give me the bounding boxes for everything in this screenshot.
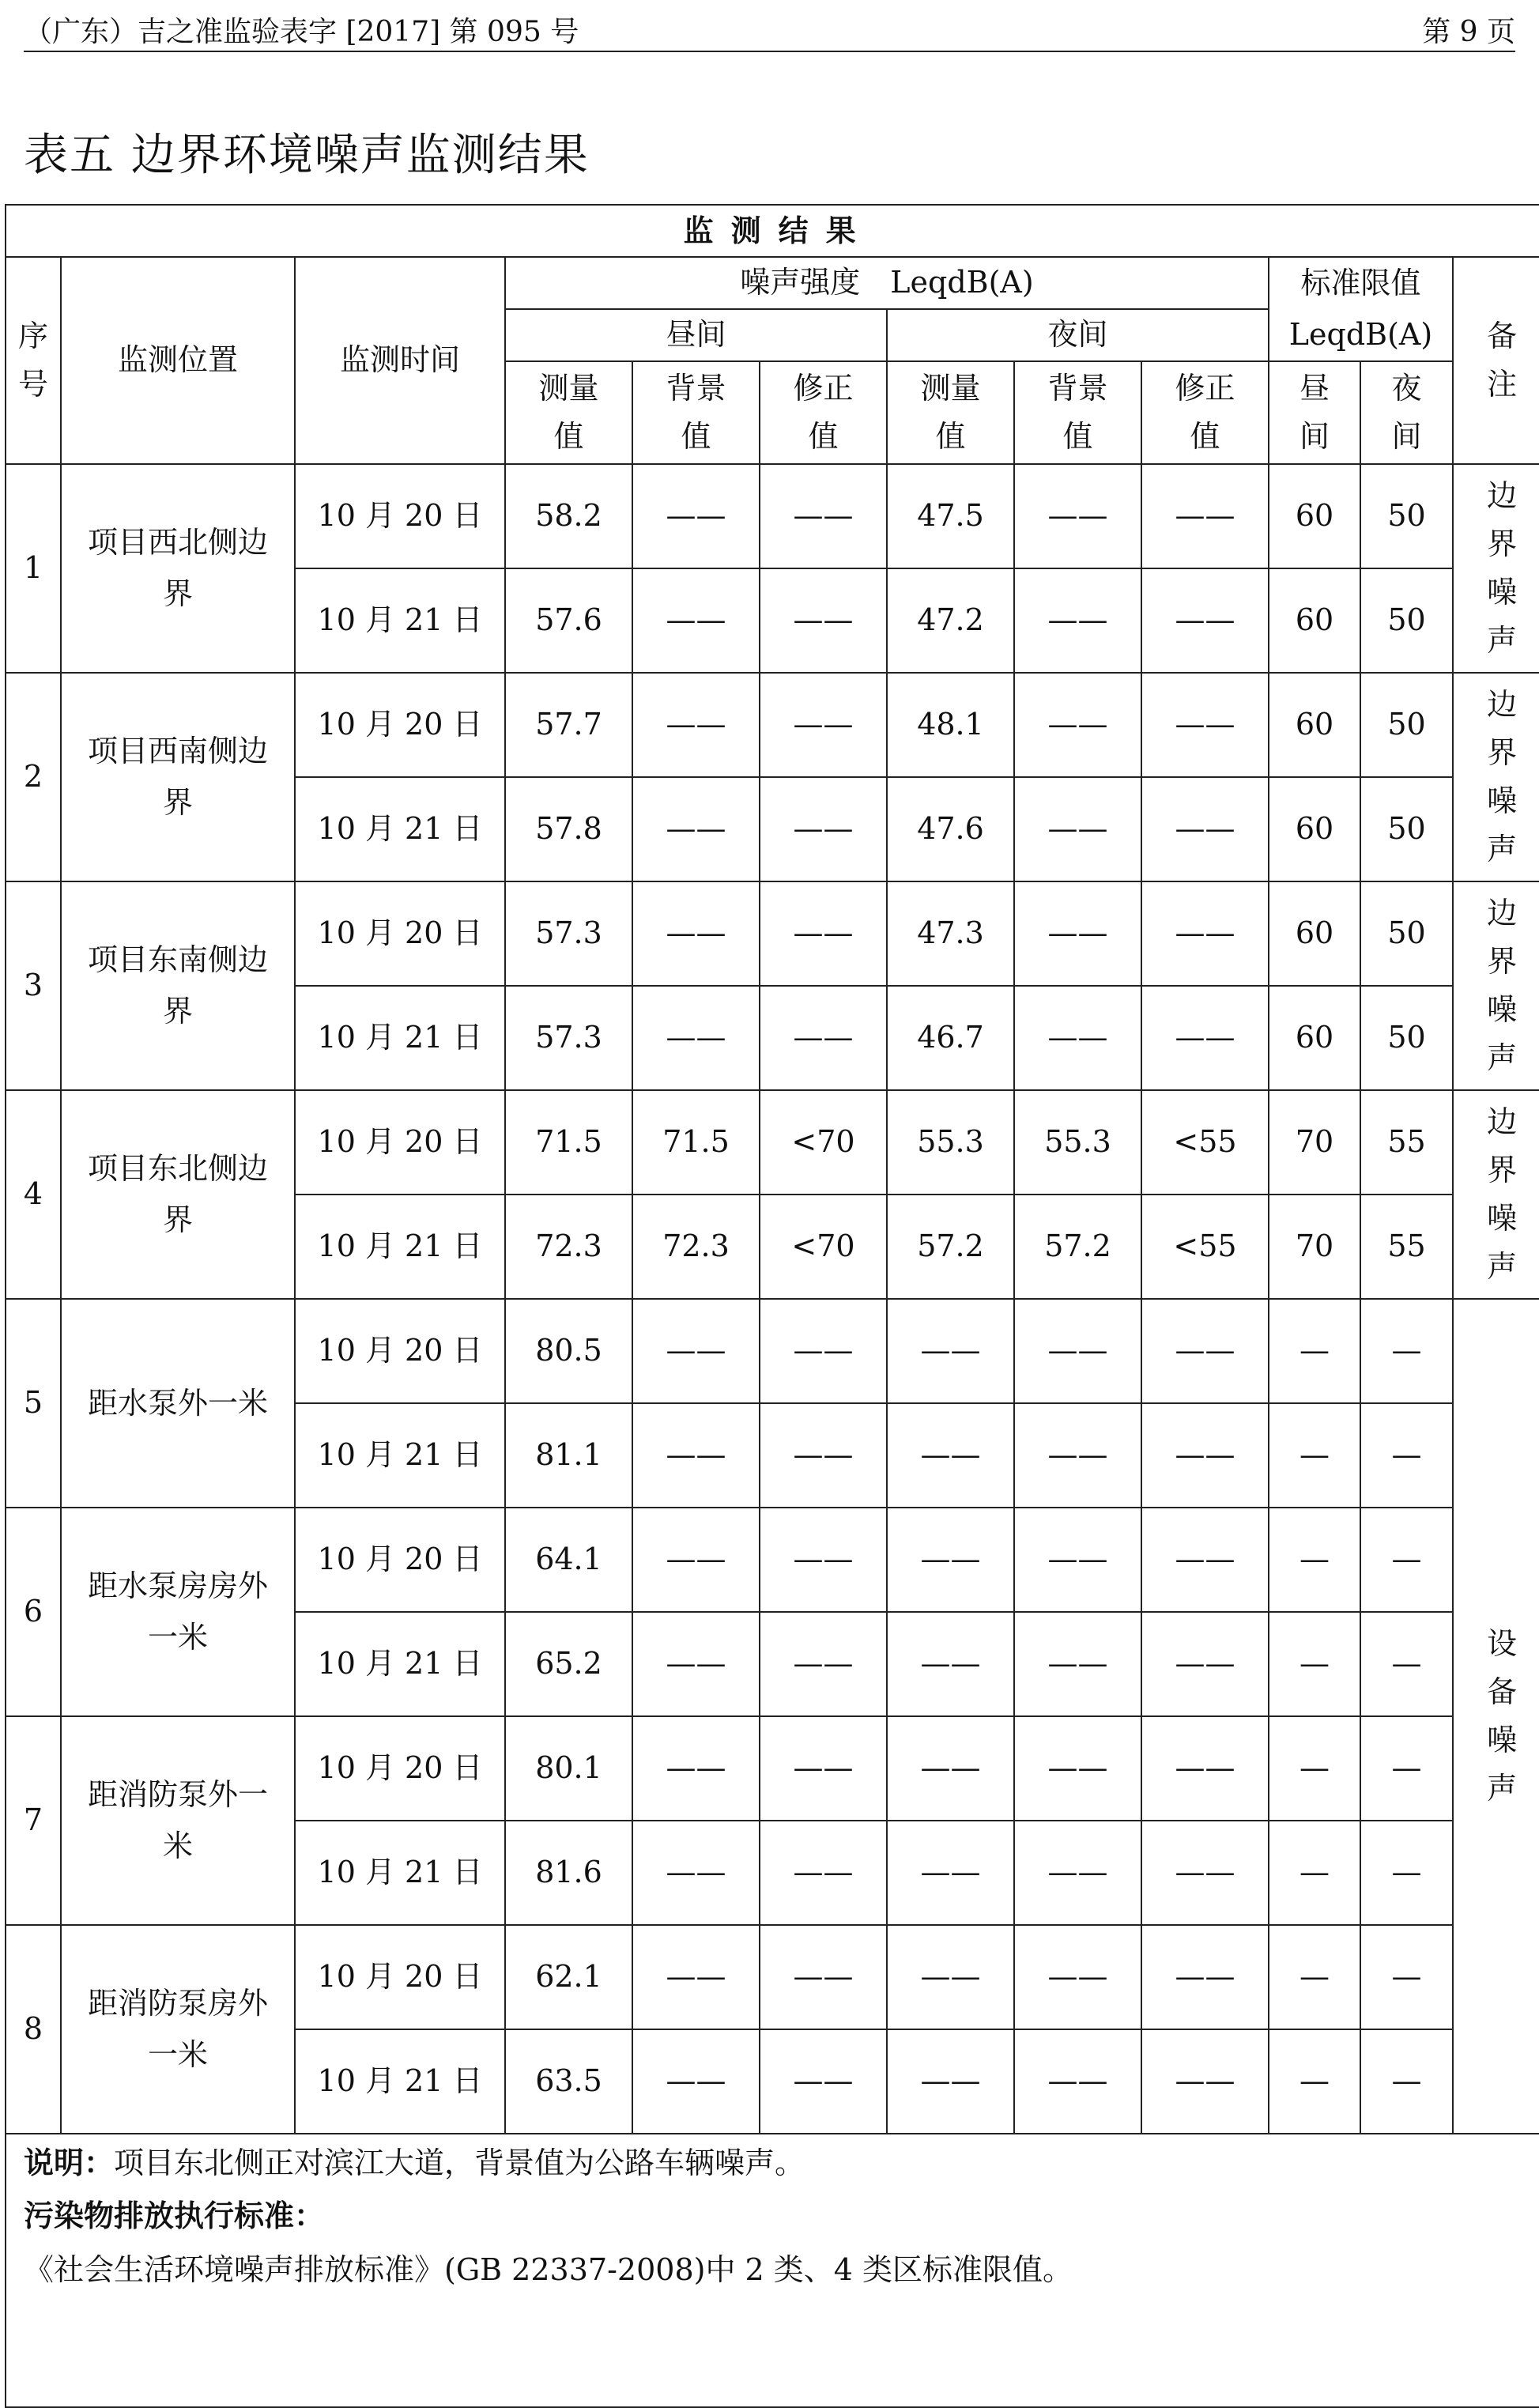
date-cell: 10 月 21 日 — [295, 1821, 505, 1925]
location-cell: 项目东南侧边界 — [61, 881, 295, 1090]
std-day-cell: 70 — [1269, 1195, 1360, 1299]
note-label-explanation: 说明： — [24, 2146, 115, 2180]
header-night-corrected: 修正值 — [1141, 361, 1269, 464]
note-explanation — [24, 2144, 1533, 2183]
table-row — [6, 1716, 1539, 1821]
night-corrected-cell: —— — [1141, 464, 1269, 568]
day-corrected-cell: —— — [760, 1821, 887, 1925]
day-measured-cell: 81.6 — [505, 1821, 632, 1925]
std-day-cell: 60 — [1269, 881, 1360, 986]
day-corrected-cell: —— — [760, 881, 887, 986]
night-background-cell: —— — [1014, 1821, 1141, 1925]
night-corrected-cell: —— — [1141, 1508, 1269, 1612]
night-background-cell: —— — [1014, 1403, 1141, 1508]
day-corrected-cell: <70 — [760, 1195, 887, 1299]
std-night-cell: 50 — [1360, 673, 1453, 777]
remark-cell: 边界噪声 — [1453, 464, 1539, 673]
day-corrected-cell: —— — [760, 2029, 887, 2134]
std-day-cell: 60 — [1269, 986, 1360, 1090]
day-corrected-cell: —— — [760, 1508, 887, 1612]
std-day-cell: — — [1269, 1821, 1360, 1925]
std-night-cell: 50 — [1360, 777, 1453, 881]
day-corrected-cell: —— — [760, 1299, 887, 1403]
header-std-night: 夜间 — [1360, 361, 1453, 464]
std-night-cell: 55 — [1360, 1090, 1453, 1195]
night-measured-cell: —— — [887, 1508, 1014, 1612]
day-measured-cell: 64.1 — [505, 1508, 632, 1612]
std-day-cell: 60 — [1269, 568, 1360, 673]
location-cell: 距水泵外一米 — [61, 1299, 295, 1508]
night-background-cell: —— — [1014, 1612, 1141, 1716]
night-measured-cell: 47.2 — [887, 568, 1014, 673]
std-night-cell: — — [1360, 1403, 1453, 1508]
note-label-standard: 污染物排放执行标准： — [24, 2199, 325, 2234]
header-intensity: 噪声强度 LeqdB(A) — [505, 257, 1269, 309]
std-day-cell: — — [1269, 1716, 1360, 1821]
location-cell: 距消防泵房外一米 — [61, 1925, 295, 2134]
night-measured-cell: 47.6 — [887, 777, 1014, 881]
std-day-cell: — — [1269, 1299, 1360, 1403]
night-corrected-cell: —— — [1141, 1716, 1269, 1821]
table-row — [6, 673, 1539, 777]
night-measured-cell: —— — [887, 1821, 1014, 1925]
day-measured-cell: 57.3 — [505, 986, 632, 1090]
day-measured-cell: 62.1 — [505, 1925, 632, 2029]
table-row — [6, 464, 1539, 568]
day-background-cell: —— — [632, 1403, 760, 1508]
std-night-cell: — — [1360, 1925, 1453, 2029]
seq-cell: 8 — [6, 1925, 61, 2134]
day-measured-cell: 57.8 — [505, 777, 632, 881]
date-cell: 10 月 20 日 — [295, 1508, 505, 1612]
night-measured-cell: —— — [887, 1403, 1014, 1508]
night-background-cell: —— — [1014, 1299, 1141, 1403]
noise-results-table — [5, 204, 1539, 2408]
night-background-cell: —— — [1014, 2029, 1141, 2134]
day-corrected-cell: —— — [760, 464, 887, 568]
day-background-cell: —— — [632, 568, 760, 673]
night-background-cell: —— — [1014, 673, 1141, 777]
std-night-cell: — — [1360, 1716, 1453, 1821]
page-title: 表五 边界环境噪声监测结果 — [24, 130, 590, 181]
seq-cell: 1 — [6, 464, 61, 673]
night-background-cell: 55.3 — [1014, 1090, 1141, 1195]
header-night-measured: 测量值 — [887, 361, 1014, 464]
day-measured-cell: 80.5 — [505, 1299, 632, 1403]
night-measured-cell: —— — [887, 1299, 1014, 1403]
std-night-cell: 55 — [1360, 1195, 1453, 1299]
night-measured-cell: 55.3 — [887, 1090, 1014, 1195]
day-background-cell: —— — [632, 1508, 760, 1612]
night-measured-cell: —— — [887, 1716, 1014, 1821]
night-measured-cell: —— — [887, 1925, 1014, 2029]
header-time: 监测时间 — [295, 257, 505, 464]
location-cell: 距水泵房房外一米 — [61, 1508, 295, 1716]
day-background-cell: —— — [632, 1821, 760, 1925]
header-seq: 序号 — [6, 257, 61, 464]
date-cell: 10 月 20 日 — [295, 1090, 505, 1195]
date-cell: 10 月 20 日 — [295, 464, 505, 568]
night-corrected-cell: —— — [1141, 2029, 1269, 2134]
day-corrected-cell: —— — [760, 1612, 887, 1716]
date-cell: 10 月 21 日 — [295, 986, 505, 1090]
header-night-background: 背景值 — [1014, 361, 1141, 464]
header-standard: 标准限值 LeqdB(A) — [1269, 257, 1453, 361]
night-measured-cell: —— — [887, 1612, 1014, 1716]
day-background-cell: 72.3 — [632, 1195, 760, 1299]
remark-cell: 边界噪声 — [1453, 673, 1539, 881]
night-corrected-cell: —— — [1141, 881, 1269, 986]
night-corrected-cell: <55 — [1141, 1090, 1269, 1195]
seq-cell: 7 — [6, 1716, 61, 1925]
night-corrected-cell: —— — [1141, 986, 1269, 1090]
date-cell: 10 月 21 日 — [295, 2029, 505, 2134]
table-row — [6, 1090, 1539, 1195]
std-day-cell: — — [1269, 2029, 1360, 2134]
night-measured-cell: 48.1 — [887, 673, 1014, 777]
seq-cell: 5 — [6, 1299, 61, 1508]
day-measured-cell: 57.6 — [505, 568, 632, 673]
day-measured-cell: 65.2 — [505, 1612, 632, 1716]
std-day-cell: — — [1269, 1612, 1360, 1716]
day-background-cell: —— — [632, 1612, 760, 1716]
header-remark: 备注 — [1453, 257, 1539, 464]
seq-cell: 6 — [6, 1508, 61, 1716]
night-corrected-cell: —— — [1141, 777, 1269, 881]
night-background-cell: —— — [1014, 986, 1141, 1090]
night-corrected-cell: —— — [1141, 1299, 1269, 1403]
date-cell: 10 月 20 日 — [295, 1299, 505, 1403]
day-background-cell: —— — [632, 2029, 760, 2134]
std-day-cell: — — [1269, 1508, 1360, 1612]
day-corrected-cell: <70 — [760, 1090, 887, 1195]
day-background-cell: —— — [632, 673, 760, 777]
date-cell: 10 月 21 日 — [295, 568, 505, 673]
day-corrected-cell: —— — [760, 986, 887, 1090]
day-background-cell: —— — [632, 777, 760, 881]
night-background-cell: —— — [1014, 1716, 1141, 1821]
night-corrected-cell: —— — [1141, 1612, 1269, 1716]
night-measured-cell: 47.5 — [887, 464, 1014, 568]
seq-cell: 2 — [6, 673, 61, 881]
std-night-cell: — — [1360, 2029, 1453, 2134]
date-cell: 10 月 21 日 — [295, 1195, 505, 1299]
night-corrected-cell: —— — [1141, 1403, 1269, 1508]
section-title: 监测结果 — [6, 205, 1539, 257]
date-cell: 10 月 20 日 — [295, 1925, 505, 2029]
day-corrected-cell: —— — [760, 1716, 887, 1821]
table-row — [6, 1299, 1539, 1403]
std-night-cell: — — [1360, 1299, 1453, 1403]
note-text-standard: 《社会生活环境噪声排放标准》(GB 22337-2008)中 2 类、4 类区标准限值。 — [24, 2251, 1073, 2287]
day-measured-cell: 63.5 — [505, 2029, 632, 2134]
std-day-cell: 60 — [1269, 673, 1360, 777]
day-background-cell: —— — [632, 464, 760, 568]
table-row — [6, 1508, 1539, 1612]
std-night-cell: 50 — [1360, 464, 1453, 568]
night-background-cell: —— — [1014, 881, 1141, 986]
location-cell: 项目西北侧边界 — [61, 464, 295, 673]
date-cell: 10 月 21 日 — [295, 777, 505, 881]
night-corrected-cell: —— — [1141, 1821, 1269, 1925]
notes-cell — [6, 2134, 1539, 2407]
header-std-day: 昼间 — [1269, 361, 1360, 464]
location-cell: 项目西南侧边界 — [61, 673, 295, 881]
night-background-cell: —— — [1014, 1925, 1141, 2029]
std-day-cell: — — [1269, 1925, 1360, 2029]
remark-equipment-cell: 设备噪声 — [1453, 1299, 1539, 2134]
night-corrected-cell: <55 — [1141, 1195, 1269, 1299]
night-corrected-cell: —— — [1141, 673, 1269, 777]
std-day-cell: 70 — [1269, 1090, 1360, 1195]
table-row — [6, 1925, 1539, 2029]
date-cell: 10 月 20 日 — [295, 673, 505, 777]
day-corrected-cell: —— — [760, 673, 887, 777]
date-cell: 10 月 21 日 — [295, 1403, 505, 1508]
night-measured-cell: —— — [887, 2029, 1014, 2134]
header-day-measured: 测量值 — [505, 361, 632, 464]
header-day: 昼间 — [505, 309, 887, 361]
remark-cell: 边界噪声 — [1453, 1090, 1539, 1299]
table-row — [6, 881, 1539, 986]
night-background-cell: —— — [1014, 464, 1141, 568]
header-night: 夜间 — [887, 309, 1269, 361]
std-day-cell: — — [1269, 1403, 1360, 1508]
header-day-corrected: 修正值 — [760, 361, 887, 464]
std-night-cell: 50 — [1360, 881, 1453, 986]
day-corrected-cell: —— — [760, 1403, 887, 1508]
std-night-cell: — — [1360, 1821, 1453, 1925]
day-background-cell: —— — [632, 1299, 760, 1403]
remark-cell: 边界噪声 — [1453, 881, 1539, 1090]
date-cell: 10 月 20 日 — [295, 1716, 505, 1821]
night-background-cell: —— — [1014, 568, 1141, 673]
night-measured-cell: 47.3 — [887, 881, 1014, 986]
night-background-cell: 57.2 — [1014, 1195, 1141, 1299]
night-corrected-cell: —— — [1141, 568, 1269, 673]
day-corrected-cell: —— — [760, 1925, 887, 2029]
day-background-cell: —— — [632, 881, 760, 986]
page-header — [24, 8, 1515, 52]
day-measured-cell: 80.1 — [505, 1716, 632, 1821]
seq-cell: 3 — [6, 881, 61, 1090]
day-measured-cell: 72.3 — [505, 1195, 632, 1299]
date-cell: 10 月 21 日 — [295, 1612, 505, 1716]
seq-cell: 4 — [6, 1090, 61, 1299]
day-measured-cell: 71.5 — [505, 1090, 632, 1195]
std-day-cell: 60 — [1269, 777, 1360, 881]
night-background-cell: —— — [1014, 1508, 1141, 1612]
day-measured-cell: 81.1 — [505, 1403, 632, 1508]
night-background-cell: —— — [1014, 777, 1141, 881]
day-background-cell: —— — [632, 986, 760, 1090]
day-background-cell: 71.5 — [632, 1090, 760, 1195]
day-measured-cell: 57.3 — [505, 881, 632, 986]
day-background-cell: —— — [632, 1716, 760, 1821]
note-text-explanation: 项目东北侧正对滨江大道，背景值为公路车辆噪声。 — [114, 2146, 805, 2180]
location-cell: 项目东北侧边界 — [61, 1090, 295, 1299]
header-day-background: 背景值 — [632, 361, 760, 464]
date-cell: 10 月 20 日 — [295, 881, 505, 986]
std-night-cell: — — [1360, 1508, 1453, 1612]
day-corrected-cell: —— — [760, 777, 887, 881]
night-corrected-cell: —— — [1141, 1925, 1269, 2029]
day-corrected-cell: —— — [760, 568, 887, 673]
std-night-cell: 50 — [1360, 986, 1453, 1090]
night-measured-cell: 46.7 — [887, 986, 1014, 1090]
day-measured-cell: 58.2 — [505, 464, 632, 568]
night-measured-cell: 57.2 — [887, 1195, 1014, 1299]
std-night-cell: 50 — [1360, 568, 1453, 673]
day-background-cell: —— — [632, 1925, 760, 2029]
std-day-cell: 60 — [1269, 464, 1360, 568]
report-number: （广东）吉之准监验表字 [2017] 第 095 号 — [24, 15, 579, 48]
std-night-cell: — — [1360, 1612, 1453, 1716]
header-location: 监测位置 — [61, 257, 295, 464]
page-number: 第 9 页 — [1422, 15, 1515, 48]
day-measured-cell: 57.7 — [505, 673, 632, 777]
location-cell: 距消防泵外一米 — [61, 1716, 295, 1925]
